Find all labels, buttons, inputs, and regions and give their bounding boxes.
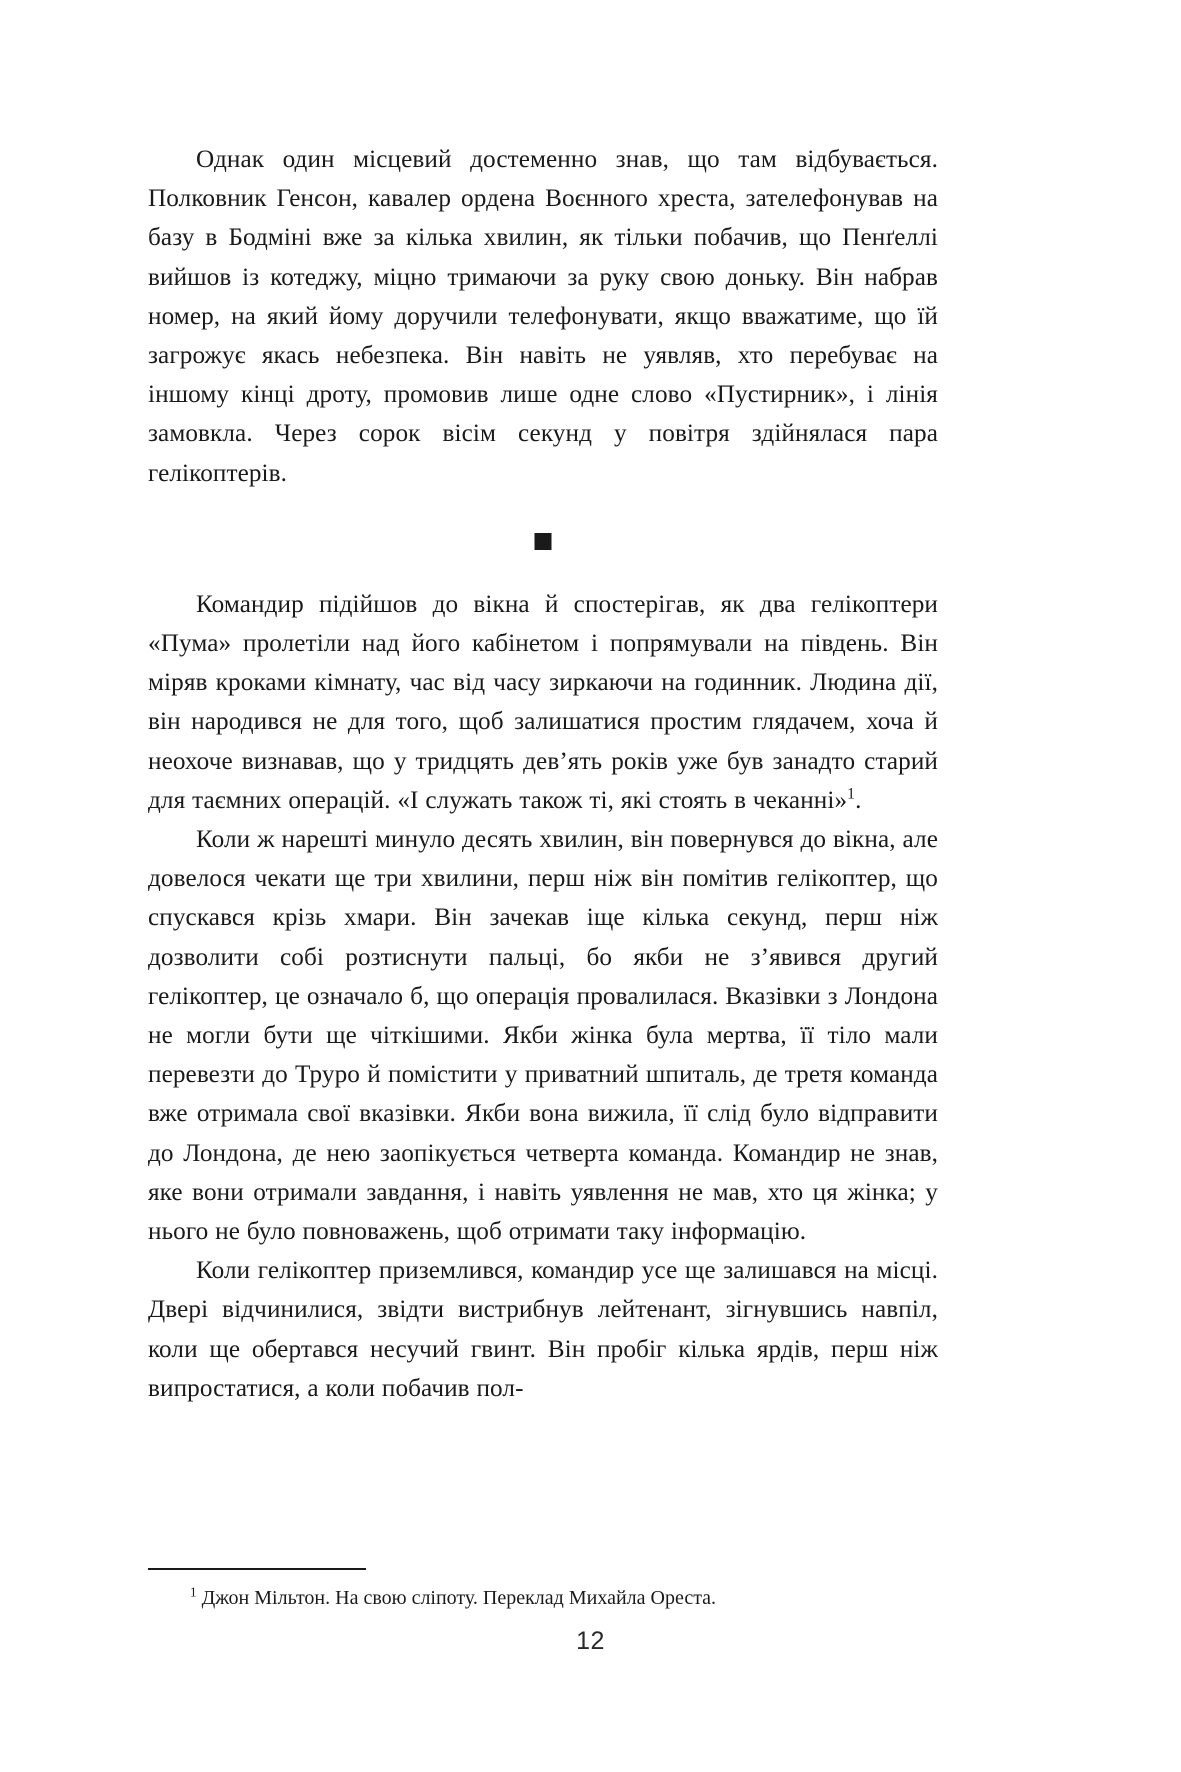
paragraph-commander-text: Командир підійшов до вікна й спостерігав, як два гелікоптери «Пума» пролетіли над його кабінетом і попрямували на південь. Він міряв кроками кімнату, час від часу зиркаючи на годинник. Людина дії, він народився не для того, щоб залишатися простим глядачем, хоча й неохоче визнавав, що у тридцять дев’ять років уже був занадто старий для таємних операцій. «І служать також ті, які стоять в чеканні» [148,590,938,814]
paragraph-commander [148,585,938,820]
paragraph-landing: Коли гелікоптер приземлився, командир усе ще залишався на місці. Двері відчинилися, звідти вистрибнув лейтенант, зігнувшись навпіл, коли ще обертався несучий гвинт. Він пробіг кілька ярдів, перш ніж випростатися, а коли побачив пол- [148,1257,938,1402]
filled-square-icon [535,533,552,550]
footnote-entry [148,1584,938,1612]
footnote-reference-marker[interactable]: 1 [847,785,856,803]
page-number: 12 [576,1627,605,1655]
footnote-number: 1 [190,1584,197,1600]
footnote-citation-text: Джон Мільтон. На свою сліпоту. Переклад Михайла Ореста. [196,1587,717,1609]
paragraph-commander-tail: . [855,786,862,814]
footnote-divider [148,1568,366,1570]
paragraph-ten-minutes: Коли ж нарешті минуло десять хвилин, він повернувся до вікна, але довелося чекати ще три хвилини, перш ніж він помітив гелікоптер, що спускався крізь хмари. Він зачекав іще кілька секунд, перш ніж дозволити собі розтиснути пальці, бо якби не з’явився другий гелікоптер, це означало б, що операція провалилася. Вказівки з Лондона не могли бути ще чіткішими. Якби жінка була мертва, її тіло мали перевезти до Труро й помістити у приватний шпиталь, де третя команда вже отримала свої вказівки. Якби вона вижила, її слід було відправити до Лондона, де нею заопікується четверта команда. Командир не знав, яке вони отримали завдання, і навіть уявлення не мав, хто ця жінка; у нього не було повноважень, щоб отримати таку інформацію. [148,826,938,1246]
paragraph-opening: Однак один місцевий достеменно знав, що там відбувається. Полковник Генсон, кавалер ордена Воєнного хреста, зателефонував на базу в Бодміні вже за кілька хвилин, як тільки побачив, що Пенґеллі вийшов із котеджу, міцно тримаючи за руку свою доньку. Він набрав номер, на який йому доручили телефонувати, якщо вважатиме, що їй загрожує якась небезпека. Він навіть не уявляв, хто перебуває на іншому кінці дроту, промовив лише одне слово «Пустирник», і лінія замовкла. Через сорок вісім секунд у повітря здійнялася пара гелікоптерів. [148,146,938,487]
section-break [148,493,938,585]
footnote-block [148,1568,938,1612]
body-text-column [148,140,938,1408]
